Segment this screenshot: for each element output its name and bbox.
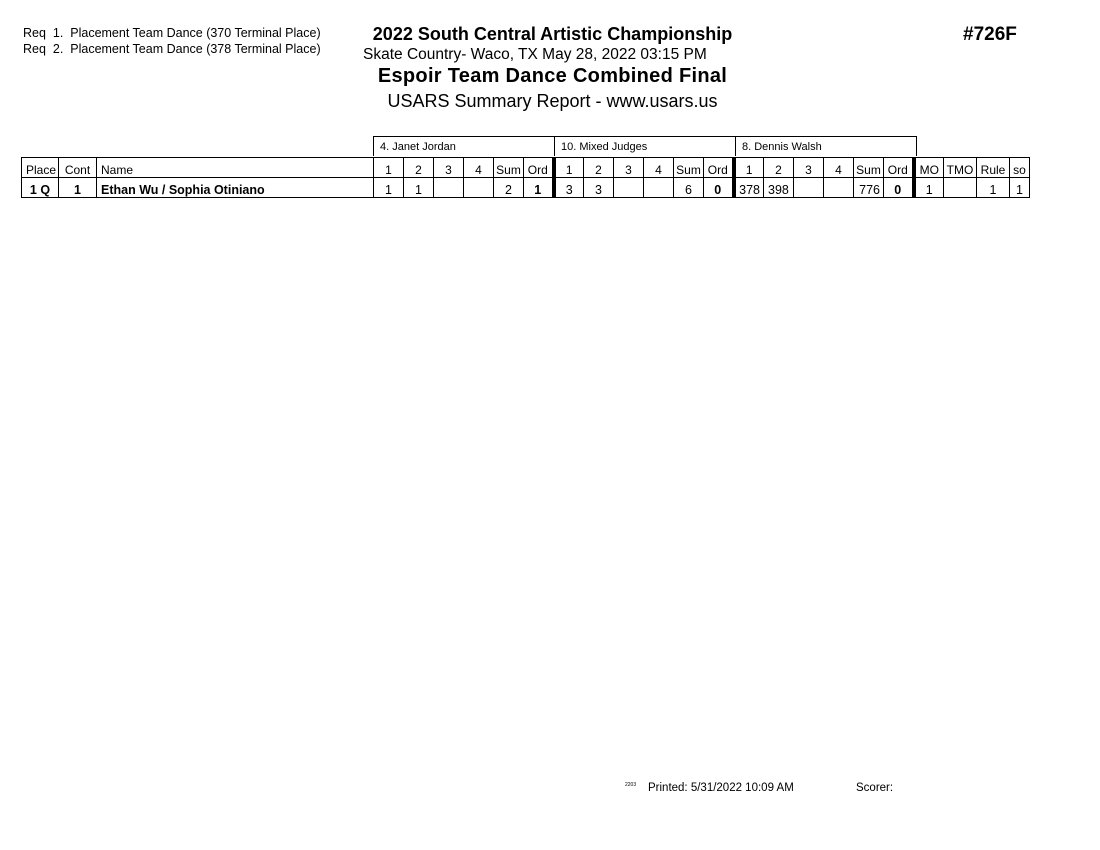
- col-tmo: TMO: [944, 158, 977, 178]
- col-j3-ord: Ord: [884, 158, 914, 178]
- cell-j3-3: [794, 178, 824, 198]
- cell-j1-2: 1: [404, 178, 434, 198]
- col-so: so: [1010, 158, 1030, 178]
- header-row: [22, 158, 1030, 178]
- cell-place: 1 Q: [22, 178, 59, 198]
- cell-j2-2: 3: [584, 178, 614, 198]
- cell-j1-3: [434, 178, 464, 198]
- col-cont: Cont: [59, 158, 97, 178]
- col-j2-3: 3: [614, 158, 644, 178]
- col-j1-4: 4: [464, 158, 494, 178]
- col-j3-3: 3: [794, 158, 824, 178]
- cell-j1-ord: 1: [524, 178, 554, 198]
- event-title: Espoir Team Dance Combined Final: [377, 65, 728, 87]
- cell-j2-sum: 6: [674, 178, 704, 198]
- col-mo: MO: [914, 158, 944, 178]
- col-j3-2: 2: [764, 158, 794, 178]
- cell-rule: 1: [977, 178, 1010, 198]
- col-j3-sum: Sum: [854, 158, 884, 178]
- cell-j3-2: 398: [764, 178, 794, 198]
- venue-date: Skate Country- Waco, TX May 28, 2022 03:15 PM: [363, 46, 707, 63]
- cell-j1-sum: 2: [494, 178, 524, 198]
- requirement-line: Req 1. Placement Team Dance (370 Terminal Place): [23, 26, 321, 40]
- table-row: [22, 178, 1030, 198]
- col-j2-4: 4: [644, 158, 674, 178]
- cell-j2-3: [614, 178, 644, 198]
- cell-j1-4: [464, 178, 494, 198]
- cell-j3-ord: 0: [884, 178, 914, 198]
- judge-name: 8. Dennis Walsh: [736, 137, 917, 157]
- col-j2-ord: Ord: [704, 158, 734, 178]
- judge-header-row: [373, 136, 917, 156]
- cell-name: Ethan Wu / Sophia Otiniano: [97, 178, 374, 198]
- cell-j3-4: [824, 178, 854, 198]
- col-name: Name: [97, 158, 374, 178]
- report-header: [360, 23, 745, 113]
- event-number: #726F: [963, 24, 1017, 45]
- col-j1-sum: Sum: [494, 158, 524, 178]
- col-j2-sum: Sum: [674, 158, 704, 178]
- cell-j3-1: 378: [734, 178, 764, 198]
- cell-j2-1: 3: [554, 178, 584, 198]
- col-place: Place: [22, 158, 59, 178]
- scorer-label: Scorer:: [856, 782, 894, 794]
- judge-name: 4. Janet Jordan: [374, 137, 555, 157]
- col-j3-4: 4: [824, 158, 854, 178]
- col-j1-2: 2: [404, 158, 434, 178]
- requirements-block: [23, 25, 321, 57]
- printed-timestamp: Printed: 5/31/2022 10:09 AM: [648, 782, 794, 794]
- requirement-line: Req 2. Placement Team Dance (378 Terminal Place): [23, 42, 321, 56]
- cell-tmo: [944, 178, 977, 198]
- col-j1-ord: Ord: [524, 158, 554, 178]
- judge-name: 10. Mixed Judges: [555, 137, 736, 157]
- cell-mo: 1: [914, 178, 944, 198]
- cell-j2-4: [644, 178, 674, 198]
- cell-cont: 1: [59, 178, 97, 198]
- report-subtitle: USARS Summary Report - www.usars.us: [387, 91, 718, 111]
- col-j2-2: 2: [584, 158, 614, 178]
- col-j2-1: 1: [554, 158, 584, 178]
- col-j1-1: 1: [374, 158, 404, 178]
- results-table: [21, 157, 1030, 198]
- championship-title: 2022 South Central Artistic Championship: [372, 24, 733, 44]
- cell-j1-1: 1: [374, 178, 404, 198]
- col-j3-1: 1: [734, 158, 764, 178]
- cell-j2-ord: 0: [704, 178, 734, 198]
- cell-so: 1: [1010, 178, 1030, 198]
- footer-code: 2203: [625, 782, 637, 788]
- cell-j3-sum: 776: [854, 178, 884, 198]
- col-j1-3: 3: [434, 158, 464, 178]
- col-rule: Rule: [977, 158, 1010, 178]
